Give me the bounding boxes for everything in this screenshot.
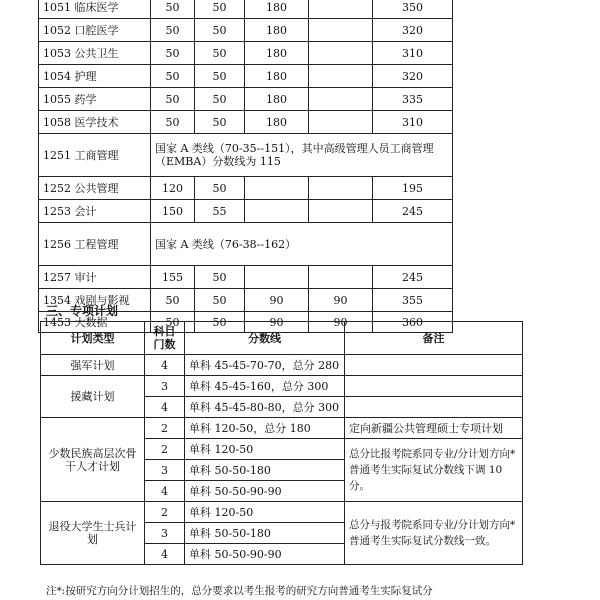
footnote: 注*:按研究方向分计划招生的，总分要求以考生报考的研究方向普通考生实际复试分 xyxy=(46,585,433,597)
subject-count-cell: 3 xyxy=(145,376,185,397)
table-row xyxy=(41,376,523,397)
score-cell: 50 xyxy=(195,177,245,200)
remarks-cell xyxy=(345,355,523,376)
score-cell: 50 xyxy=(195,0,245,19)
score-cell: 245 xyxy=(373,266,453,289)
score-cell: 50 xyxy=(151,19,195,42)
program-name-cell: 1052 口腔医学 xyxy=(39,19,151,42)
score-cell: 360 xyxy=(373,312,453,333)
score-cell: 245 xyxy=(373,200,453,223)
subject-count-cell: 4 xyxy=(145,397,185,418)
score-cell xyxy=(309,200,373,223)
table-row xyxy=(39,65,453,88)
score-cell: 50 xyxy=(195,42,245,65)
table-row xyxy=(39,200,453,223)
program-name-cell: 1257 审计 xyxy=(39,266,151,289)
score-line-cell: 单科 45-45-160，总分 300 xyxy=(185,376,345,397)
score-cell: 350 xyxy=(373,0,453,19)
table-row xyxy=(39,177,453,200)
remarks-cell: 总分与报考院系同专业/分计划方向*普通考生实际复试分数线一致。 xyxy=(345,502,523,565)
score-cell: 320 xyxy=(373,19,453,42)
score-line-cell: 单科 120-50，总分 180 xyxy=(185,418,345,439)
program-name-cell: 1256 工程管理 xyxy=(39,223,151,266)
score-cell: 180 xyxy=(245,42,309,65)
subject-count-cell: 3 xyxy=(145,460,185,481)
remarks-cell xyxy=(345,376,523,397)
score-cell: 120 xyxy=(151,177,195,200)
table-row xyxy=(39,19,453,42)
remarks-cell: 定向新疆公共管理硕士专项计划 xyxy=(345,418,523,439)
score-cell xyxy=(309,42,373,65)
score-line-cell: 单科 50-50-180 xyxy=(185,523,345,544)
table-row xyxy=(41,418,523,439)
program-name-cell: 1354 戏剧与影视 xyxy=(39,289,151,312)
score-cell: 320 xyxy=(373,65,453,88)
score-cell: 180 xyxy=(245,0,309,19)
score-cell: 155 xyxy=(151,266,195,289)
score-cell xyxy=(309,19,373,42)
score-cell: 180 xyxy=(245,88,309,111)
score-line-cell: 单科 50-50-90-90 xyxy=(185,481,345,502)
score-cell: 150 xyxy=(151,200,195,223)
subject-count-cell: 2 xyxy=(145,418,185,439)
plan-type-cell: 援藏计划 xyxy=(41,376,145,418)
score-cell: 90 xyxy=(309,312,373,333)
score-cell xyxy=(309,111,373,134)
score-table-professional xyxy=(38,0,453,333)
score-cell: 180 xyxy=(245,111,309,134)
subject-count-cell: 2 xyxy=(145,439,185,460)
score-cell: 180 xyxy=(245,65,309,88)
score-cell: 335 xyxy=(373,88,453,111)
plan-type-cell: 退役大学生士兵计划 xyxy=(41,502,145,565)
table-row xyxy=(39,42,453,65)
program-name-cell: 1251 工商管理 xyxy=(39,134,151,177)
score-cell xyxy=(245,177,309,200)
score-cell xyxy=(309,65,373,88)
score-line-cell: 单科 50-50-90-90 xyxy=(185,544,345,565)
merged-note-cell: 国家 A 类线（70-35--151），其中高级管理人员工商管理（EMBA）分数线为 115 xyxy=(151,134,453,177)
score-line-cell: 单科 50-50-180 xyxy=(185,460,345,481)
score-cell: 50 xyxy=(151,111,195,134)
header-row xyxy=(41,322,523,355)
score-line-cell: 单科 45-45-80-80，总分 300 xyxy=(185,397,345,418)
program-name-cell: 1053 公共卫生 xyxy=(39,42,151,65)
program-name-cell: 1051 临床医学 xyxy=(39,0,151,19)
score-cell xyxy=(309,0,373,19)
score-cell: 195 xyxy=(373,177,453,200)
table-row xyxy=(39,0,453,19)
merged-note-cell: 国家 A 类线（76-38--162） xyxy=(151,223,453,266)
program-name-cell: 1253 会计 xyxy=(39,200,151,223)
table-row xyxy=(41,502,523,523)
score-cell: 90 xyxy=(245,289,309,312)
plan-type-cell: 强军计划 xyxy=(41,355,145,376)
score-cell: 55 xyxy=(195,200,245,223)
score-table-body xyxy=(39,0,453,333)
score-cell: 50 xyxy=(195,19,245,42)
score-cell: 310 xyxy=(373,111,453,134)
score-cell: 310 xyxy=(373,42,453,65)
score-cell: 50 xyxy=(195,111,245,134)
header-plan-type: 计划类型 xyxy=(41,322,145,355)
header-remarks: 备注 xyxy=(345,322,523,355)
score-cell: 50 xyxy=(195,88,245,111)
score-cell xyxy=(309,177,373,200)
score-cell: 90 xyxy=(245,312,309,333)
score-cell: 50 xyxy=(151,312,195,333)
score-cell: 50 xyxy=(195,65,245,88)
score-cell xyxy=(245,266,309,289)
subject-count-cell: 4 xyxy=(145,355,185,376)
score-cell: 50 xyxy=(151,0,195,19)
subject-count-cell: 2 xyxy=(145,502,185,523)
program-name-cell: 1453 大数据 xyxy=(39,312,151,333)
special-plan-table xyxy=(40,321,523,565)
score-line-cell: 单科 45-45-70-70，总分 280 xyxy=(185,355,345,376)
table-row xyxy=(39,266,453,289)
score-cell: 355 xyxy=(373,289,453,312)
subject-count-cell: 4 xyxy=(145,481,185,502)
remarks-cell: 总分比报考院系同专业/分计划方向*普通考生实际复试分数线下调 10 分。 xyxy=(345,439,523,502)
subject-count-cell: 3 xyxy=(145,523,185,544)
program-name-cell: 1055 药学 xyxy=(39,88,151,111)
program-name-cell: 1252 公共管理 xyxy=(39,177,151,200)
score-line-cell: 单科 120-50 xyxy=(185,502,345,523)
header-score-line: 分数线 xyxy=(185,322,345,355)
table-row xyxy=(39,223,453,266)
score-cell xyxy=(309,266,373,289)
score-cell: 180 xyxy=(245,19,309,42)
score-cell: 50 xyxy=(151,65,195,88)
score-cell: 50 xyxy=(151,88,195,111)
table-row xyxy=(39,88,453,111)
section-title: 三、专项计划 xyxy=(46,304,119,318)
table-row xyxy=(39,111,453,134)
program-name-cell: 1058 医学技术 xyxy=(39,111,151,134)
score-cell: 50 xyxy=(151,42,195,65)
score-cell: 50 xyxy=(151,289,195,312)
table-row xyxy=(39,134,453,177)
score-line-cell: 单科 120-50 xyxy=(185,439,345,460)
program-name-cell: 1054 护理 xyxy=(39,65,151,88)
plan-type-cell: 少数民族高层次骨干人才计划 xyxy=(41,418,145,502)
subject-count-cell: 4 xyxy=(145,544,185,565)
header-subject-count: 科目门数 xyxy=(145,322,185,355)
score-cell: 90 xyxy=(309,289,373,312)
score-cell xyxy=(309,88,373,111)
score-cell: 50 xyxy=(195,312,245,333)
remarks-cell xyxy=(345,397,523,418)
score-cell: 50 xyxy=(195,266,245,289)
score-cell: 50 xyxy=(195,289,245,312)
table-row xyxy=(41,355,523,376)
score-cell xyxy=(245,200,309,223)
